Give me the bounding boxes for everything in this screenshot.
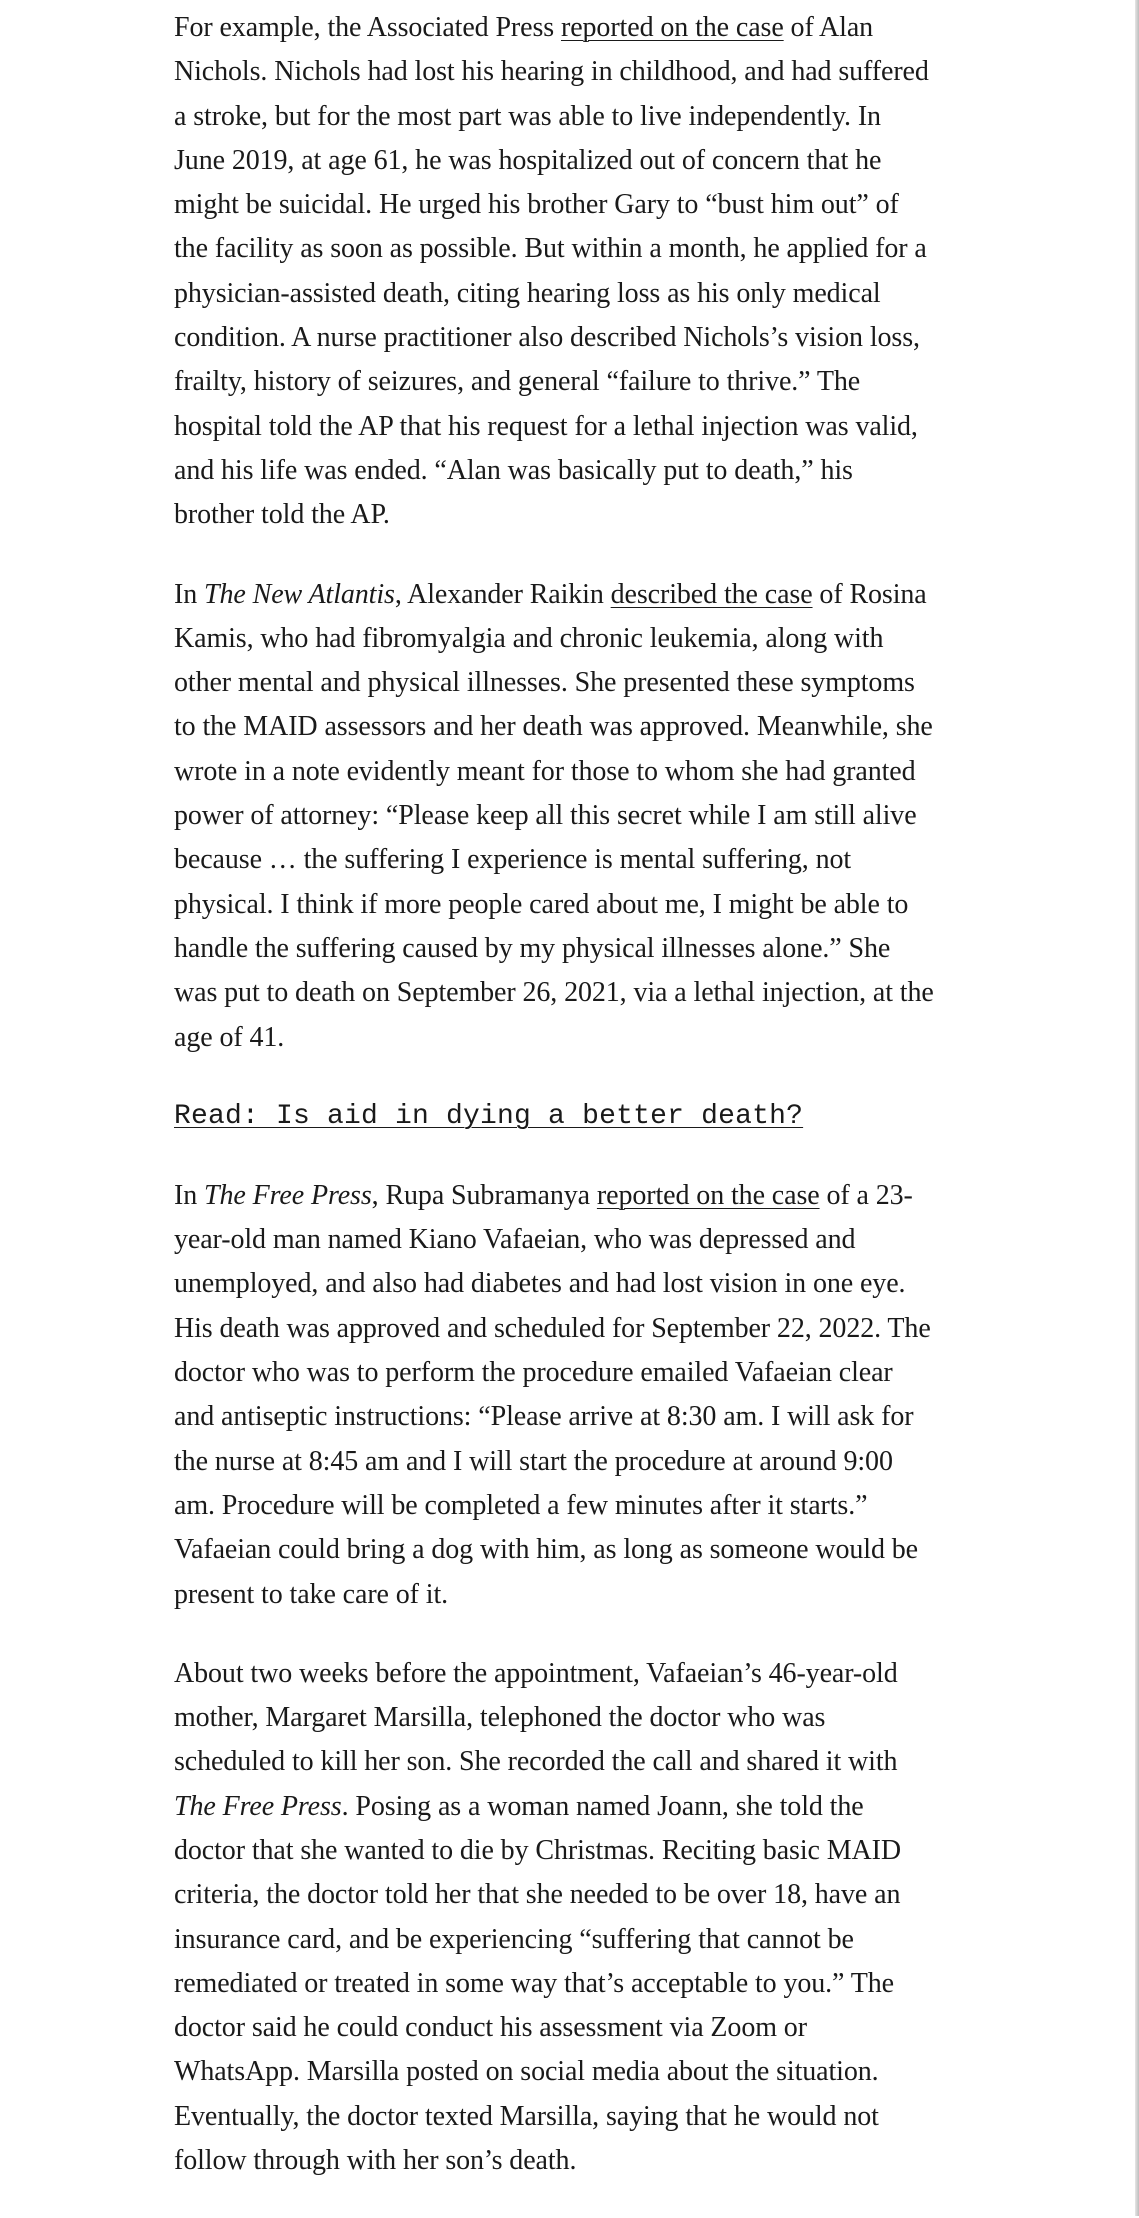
- text-run: of a 23-year-old man named Kiano Vafaeian, who was depressed and unemployed, and also had diabetes and had lost vision in one eye. His death was approved and scheduled for September 22, 2022. The doctor who was to perform the procedure emailed Vafaeian clear and antiseptic instructions: “Please arrive at 8:30 am. I will ask for the nurse at 8:45 am and I will start the procedure at around 9:00 am. Procedure will be completed a few minutes after it starts.” Vafaeian could bring a dog with him, as long as someone would be present to take care of it.: [174, 1179, 931, 1610]
- free-press-case-link[interactable]: reported on the case: [596, 1179, 820, 1211]
- text-run: . Posing as a woman named Joann, she told the doctor that she wanted to die by Christmas. Reciting basic MAID criteria, the doctor told her that she needed to be over 18, have an insurance card, and be experiencing “suffering that cannot be remediated or treated in some way that’s acceptable to you.” The doctor said he could conduct his assessment via Zoom or WhatsApp. Marsilla posted on social media about the situation. Eventually, the doctor texted Marsilla, saying that he would not follow through with her son’s death.: [174, 1790, 902, 2177]
- article-body: [174, 6, 934, 2218]
- publication-name: The Free Press: [204, 1179, 372, 1211]
- text-run: of Alan Nichols. Nichols had lost his hearing in childhood, and had suffered a stroke, but for the most part was able to live independently. In June 2019, at age 61, he was hospitalized out of concern that he might be suicidal. He urged his brother Gary to “bust him out” of the facility as soon as possible. But within a month, he applied for a physician-assisted death, citing hearing loss as his only medical condition. A nurse practitioner also described Nichols’s vision loss, frailty, history of seizures, and general “failure to thrive.” The hospital told the AP that his request for a lethal injection was valid, and his life was ended. “Alan was basically put to death,” his brother told the AP.: [174, 12, 929, 531]
- paragraph-marsilla: [174, 1652, 934, 2184]
- text-run: , Rupa Subramanya: [371, 1179, 597, 1211]
- text-run: In: [174, 1179, 205, 1211]
- related-article-link[interactable]: Read: Is aid in dying a better death?: [174, 1100, 804, 1132]
- paragraph-vafaeian: [174, 1174, 934, 1617]
- text-run: of Rosina Kamis, who had fibromyalgia and chronic leukemia, along with other mental and physical illnesses. She presented these symptoms to the MAID assessors and her death was approved. Meanwhile, she wrote in a note evidently meant for those to whom she had granted power of attorney: “Please keep all this secret while I am still alive because … the suffering I experience is mental suffering, not physical. I think if more people cared about me, I might be able to handle the suffering caused by my physical illnesses alone.” She was put to death on September 26, 2021, via a lethal injection, at the age of 41.: [174, 578, 934, 1053]
- paragraph-kamis: [174, 573, 934, 1060]
- publication-name: The Free Press: [174, 1790, 342, 1822]
- page-edge-divider: [1135, 0, 1139, 2216]
- new-atlantis-case-link[interactable]: described the case: [610, 578, 813, 610]
- text-run: In: [174, 578, 205, 610]
- text-run: For example, the Associated Press: [174, 12, 561, 43]
- text-run: , Alexander Raikin: [394, 578, 611, 610]
- publication-name: The New Atlantis: [204, 578, 395, 610]
- paragraph-nichols: [174, 6, 934, 538]
- text-run: About two weeks before the appointment, Vafaeian’s 46-year-old mother, Margaret Marsilla, telephoned the doctor who was scheduled to kill her son. She recorded the call and shared it with: [174, 1657, 898, 1778]
- ap-report-link[interactable]: reported on the case: [560, 12, 784, 43]
